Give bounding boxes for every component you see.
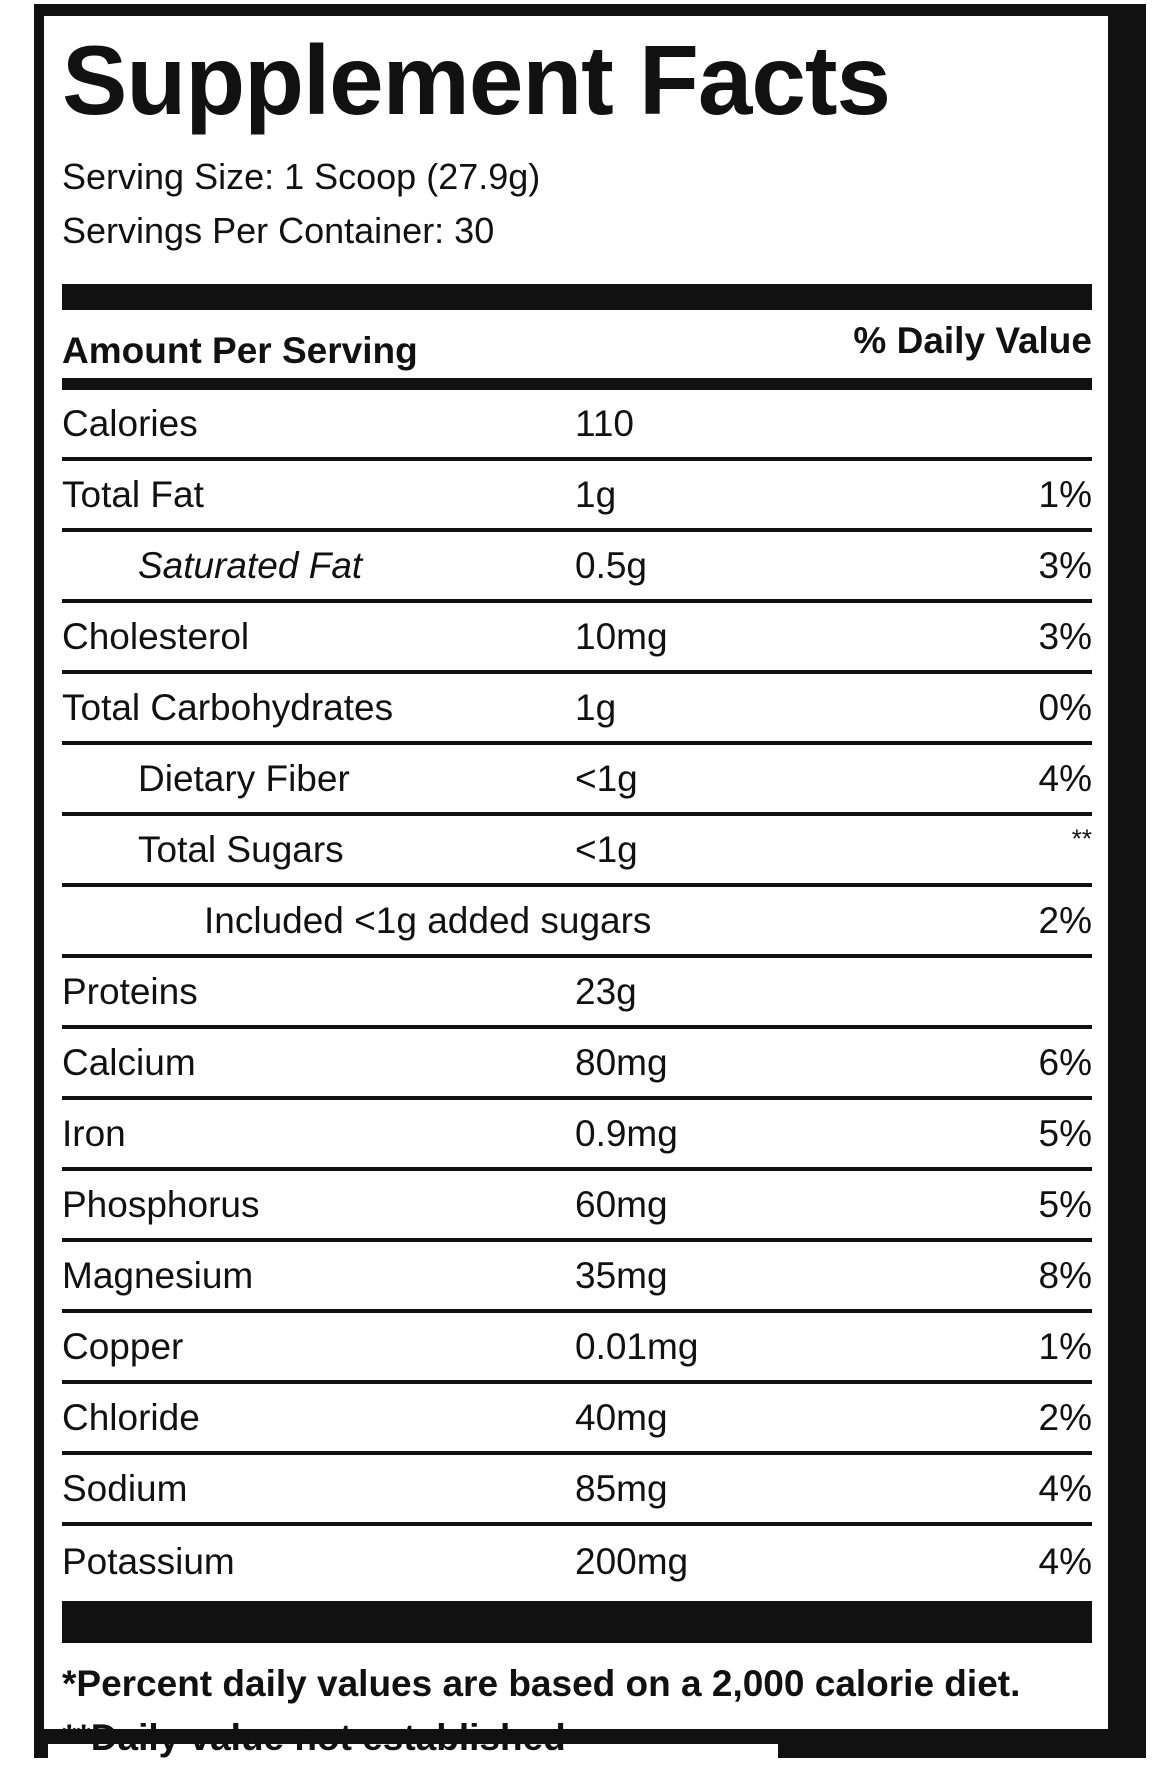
nutrient-name: Chloride: [62, 1396, 200, 1438]
nutrient-row-saturated-fat: [62, 532, 1092, 603]
nutrient-daily-value: 2%: [1038, 899, 1092, 941]
nutrient-amount: 1g: [575, 473, 617, 515]
nutrient-name: Potassium: [62, 1540, 235, 1582]
nutrient-daily-value: **: [1071, 823, 1092, 854]
nutrient-amount: 1g: [575, 686, 617, 728]
top-divider-bar: [62, 284, 1092, 310]
nutrient-name: Phosphorus: [62, 1183, 260, 1225]
nutrient-daily-value: 5%: [1038, 1112, 1092, 1154]
nutrient-row-phosphorus: [62, 1171, 1092, 1242]
nutrient-daily-value: 4%: [1038, 757, 1092, 799]
nutrient-name: Iron: [62, 1112, 126, 1154]
nutrient-amount: 23g: [575, 970, 637, 1012]
nutrient-name: Magnesium: [62, 1254, 254, 1296]
nutrient-name: Saturated Fat: [138, 544, 363, 586]
nutrient-name: Total Carbohydrates: [62, 686, 394, 728]
nutrient-row-added-sugars: [62, 887, 1092, 958]
nutrient-daily-value: 1%: [1038, 1325, 1092, 1367]
nutrient-daily-value: 1%: [1038, 473, 1092, 515]
nutrient-amount: 60mg: [575, 1183, 668, 1225]
nutrient-row-calories: [62, 390, 1092, 461]
nutrient-name: Cholesterol: [62, 615, 250, 657]
nutrient-daily-value: 8%: [1038, 1254, 1092, 1296]
nutrient-row-sodium: [62, 1455, 1092, 1526]
nutrient-name: Sodium: [62, 1467, 188, 1509]
nutrient-amount: 110: [575, 402, 634, 444]
nutrient-daily-value: 3%: [1038, 615, 1092, 657]
nutrient-amount: <1g: [575, 828, 638, 870]
nutrient-daily-value: 3%: [1038, 544, 1092, 586]
nutrient-amount: <1g: [575, 757, 638, 799]
serving-size: Serving Size: 1 Scoop (27.9g): [62, 156, 541, 197]
nutrient-row-potassium: [62, 1526, 1092, 1597]
nutrient-amount: 35mg: [575, 1254, 668, 1296]
footnote-daily-values: *Percent daily values are based on a 2,000 calorie diet.: [62, 1663, 1021, 1704]
nutrient-daily-value: 6%: [1038, 1041, 1092, 1083]
nutrient-row-copper: [62, 1313, 1092, 1384]
nutrient-daily-value: 4%: [1038, 1540, 1092, 1582]
nutrient-daily-value: 5%: [1038, 1183, 1092, 1225]
daily-value-header: % Daily Value: [853, 320, 1092, 361]
supplement-facts-label: [62, 16, 1092, 1765]
servings-per-container: Servings Per Container: 30: [62, 210, 495, 251]
header-divider-bar: [62, 378, 1092, 390]
nutrient-row-total-carbohydrates: [62, 674, 1092, 745]
nutrient-row-magnesium: [62, 1242, 1092, 1313]
nutrient-amount: 40mg: [575, 1396, 668, 1438]
nutrient-row-iron: [62, 1100, 1092, 1171]
nutrient-amount: 85mg: [575, 1467, 668, 1509]
nutrient-row-calcium: [62, 1029, 1092, 1100]
nutrient-name: Calories: [62, 402, 198, 444]
nutrient-daily-value: 0%: [1038, 686, 1092, 728]
nutrient-amount: 200mg: [575, 1540, 689, 1582]
nutrient-amount: 0.5g: [575, 544, 648, 586]
nutrient-daily-value: 4%: [1038, 1467, 1092, 1509]
nutrient-row-dietary-fiber: [62, 745, 1092, 816]
nutrient-amount: 0.9mg: [575, 1112, 678, 1154]
nutrient-name: Total Fat: [62, 473, 204, 515]
label-title: Supplement Facts: [62, 25, 891, 135]
nutrient-row-proteins: [62, 958, 1092, 1029]
nutrient-name: Proteins: [62, 970, 198, 1012]
nutrient-row-chloride: [62, 1384, 1092, 1455]
bottom-divider-bar: [62, 1601, 1092, 1643]
nutrient-name: Dietary Fiber: [138, 757, 350, 799]
amount-per-serving-header: Amount Per Serving: [62, 330, 418, 371]
nutrient-table: [62, 390, 1092, 1597]
footnote-not-established: **Daily value not established: [62, 1717, 566, 1758]
nutrient-row-total-fat: [62, 461, 1092, 532]
nutrient-amount: 10mg: [575, 615, 668, 657]
nutrient-row-cholesterol: [62, 603, 1092, 674]
column-header-row: [62, 310, 1092, 378]
nutrient-name: Included <1g added sugars: [204, 899, 652, 941]
nutrient-name: Calcium: [62, 1041, 196, 1083]
nutrient-name: Copper: [62, 1325, 184, 1367]
nutrient-daily-value: 2%: [1038, 1396, 1092, 1438]
nutrient-name: Total Sugars: [138, 828, 344, 870]
nutrient-amount: 80mg: [575, 1041, 668, 1083]
nutrient-amount: 0.01mg: [575, 1325, 699, 1367]
nutrient-row-total-sugars: [62, 816, 1092, 887]
